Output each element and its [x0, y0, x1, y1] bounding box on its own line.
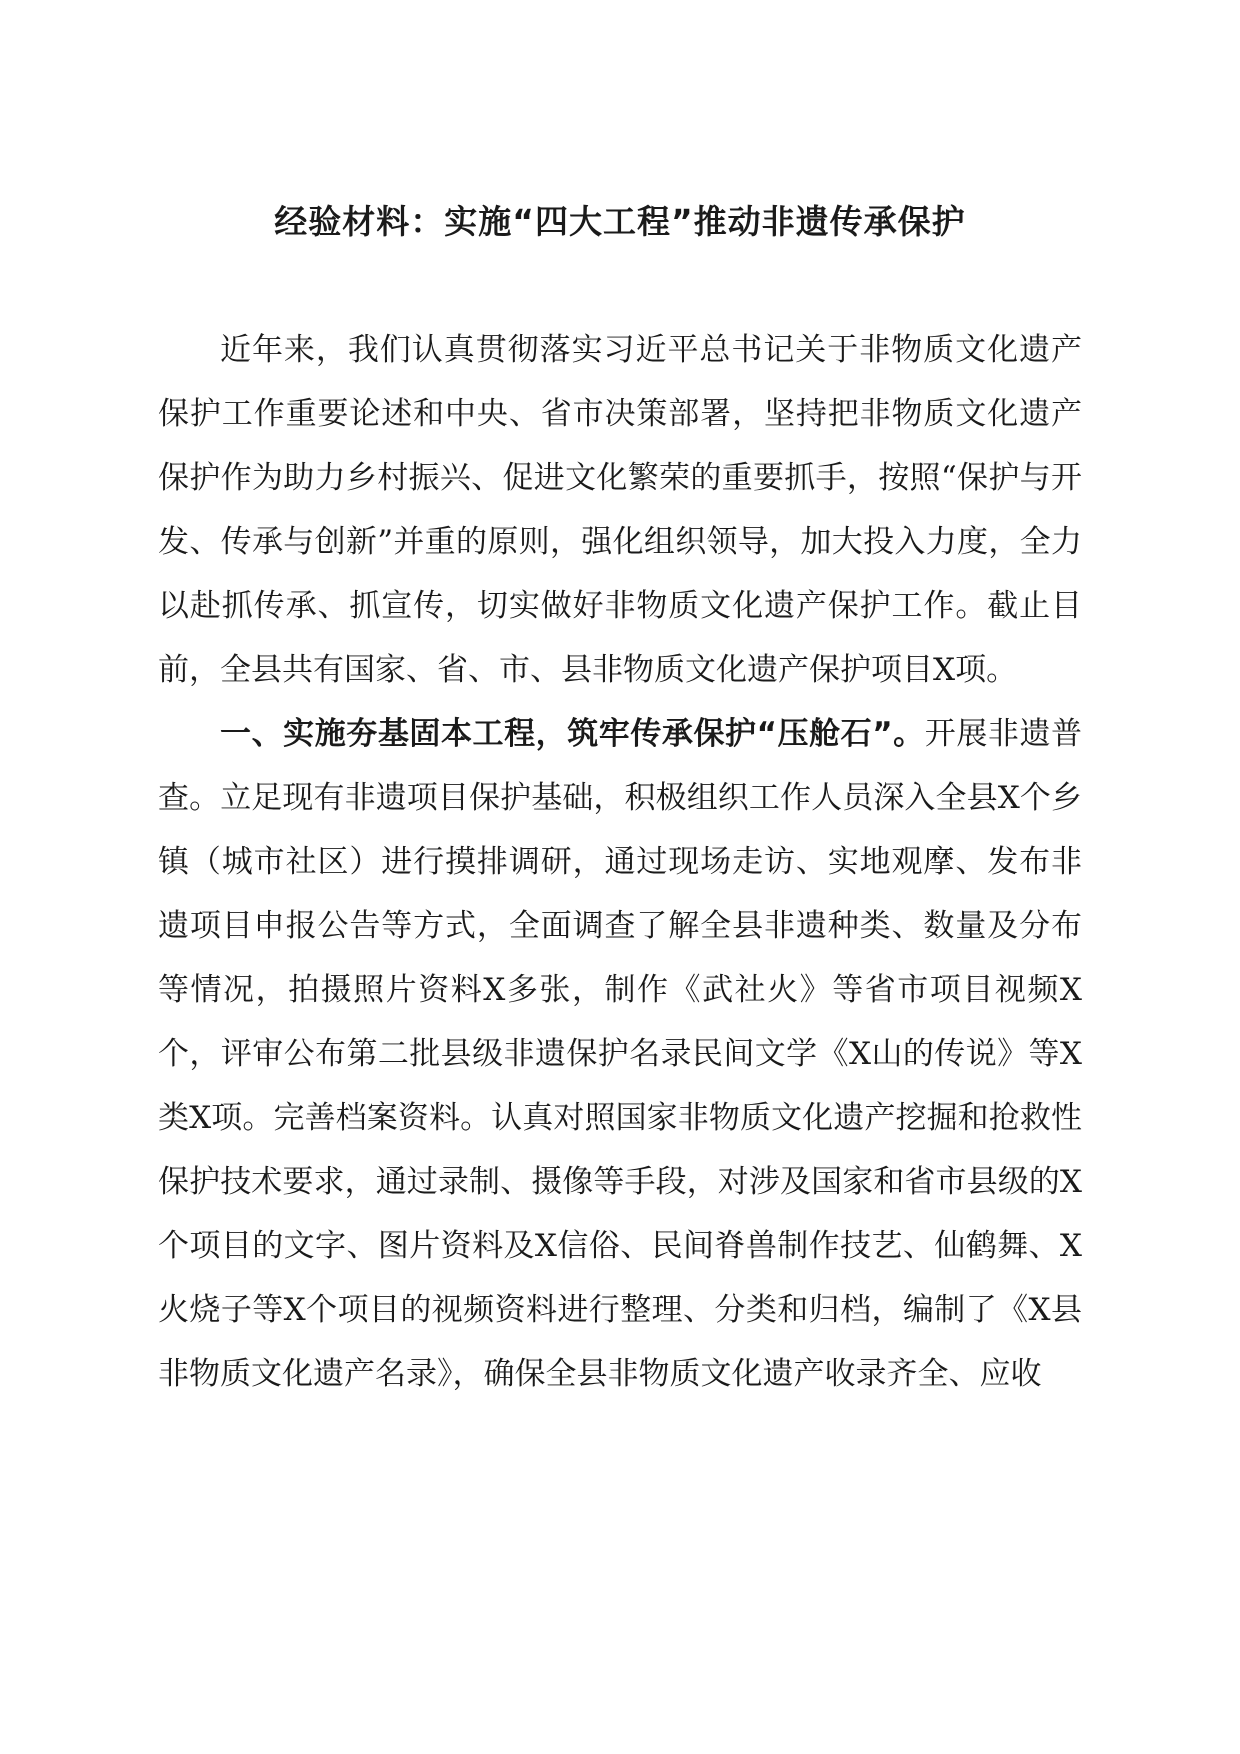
- section-1-paragraph: [158, 702, 1082, 1406]
- document-body: [158, 318, 1082, 1406]
- section-1-text: 开展非遗普查。立足现有非遗项目保护基础，积极组织工作人员深入全县X个乡镇（城市社区）进行摸排调研，通过现场走访、实地观摩、发布非遗项目申报公告等方式，全面调查了解全县非遗种类、数量及分布等情况，拍摄照片资料X多张，制作《武社火》等省市项目视频X个，评审公布第二批县级非遗保护名录民间文学《X山的传说》等X类X项。完善档案资料。认真对照国家非物质文化遗产挖掘和抢救性保护技术要求，通过录制、摄像等手段，对涉及国家和省市县级的X个项目的文字、图片资料及X信俗、民间脊兽制作技艺、仙鹤舞、X火烧子等X个项目的视频资料进行整理、分类和归档，编制了《X县非物质文化遗产名录》，确保全县非物质文化遗产收录齐全、应收: [158, 716, 1083, 1392]
- document-title: 经验材料：实施“四大工程”推动非遗传承保护: [274, 202, 966, 241]
- section-1-heading: 一、实施夯基固本工程，筑牢传承保护“压舱石”。: [220, 716, 925, 752]
- intro-paragraph: 近年来，我们认真贯彻落实习近平总书记关于非物质文化遗产保护工作重要论述和中央、省市决策部署，坚持把非物质文化遗产保护作为助力乡村振兴、促进文化繁荣的重要抓手，按照“保护与开发、传承与创新”并重的原则，强化组织领导，加大投入力度，全力以赴抓传承、抓宣传，切实做好非物质文化遗产保护工作。截止目前，全县共有国家、省、市、县非物质文化遗产保护项目X项。: [158, 332, 1082, 688]
